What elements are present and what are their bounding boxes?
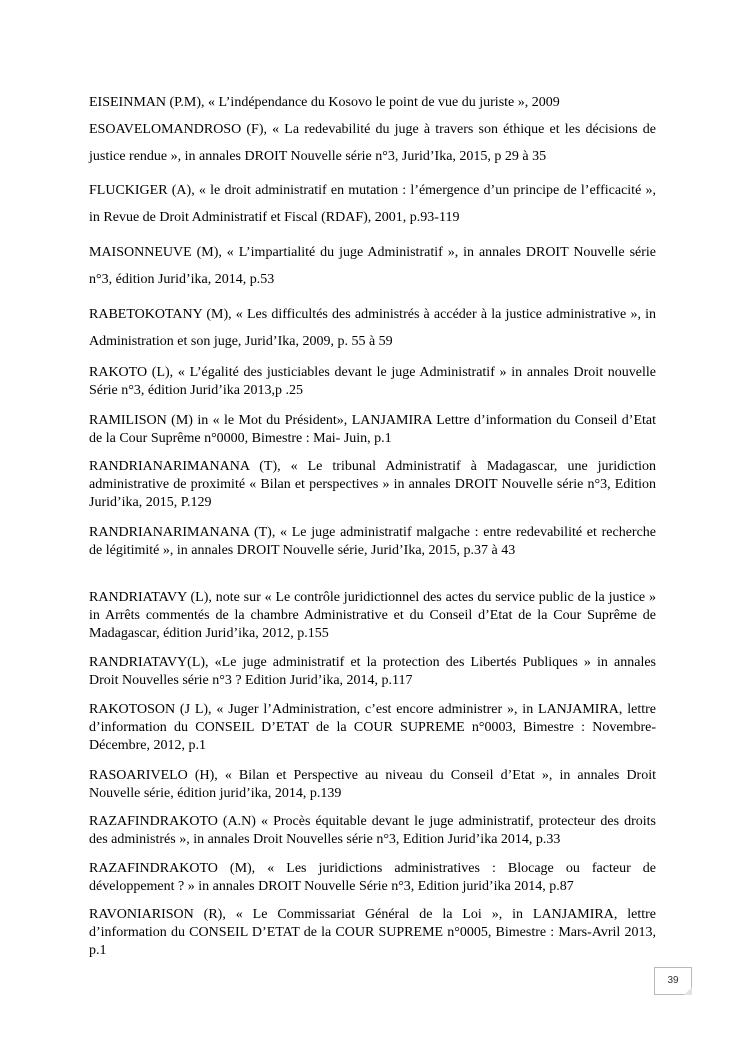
bibliography-entry: RAZAFINDRAKOTO (A.N) « Procès équitable devant le juge administratif, protecteur des droits des administrés », in annales Droit Nouvelles série n°3, Edition Jurid’ika 2014, p.33: [89, 814, 656, 847]
bibliography-entry: RASOARIVELO (H), « Bilan et Perspective au niveau du Conseil d’Etat », in annales Droit Nouvelle série, édition jurid’ika, 2014, p.139: [89, 768, 656, 801]
bibliography-entry: RANDRIATAVY (L), note sur « Le contrôle juridictionnel des actes du service public de la justice » in Arrêts commentés de la chambre Administrative et du Conseil d’Etat de la Cour Suprême de Madagascar, édition Jurid’ika, 2012, p.155: [89, 590, 656, 641]
bibliography-entry: EISEINMAN (P.M), « L’indépendance du Kosovo le point de vue du juriste », 2009: [89, 95, 560, 110]
bibliography-entry: FLUCKIGER (A), « le droit administratif en mutation : l’émergence d’un principe de l’efficacité », in Revue de Droit Administratif et Fiscal (RDAF), 2001, p.93-119: [89, 183, 656, 225]
bibliography-entry: RAVONIARISON (R), « Le Commissariat Général de la Loi », in LANJAMIRA, lettre d’information du CONSEIL D’ETAT de la COUR SUPREME n°0005, Bimestre : Mars-Avril 2013, p.1: [89, 907, 656, 958]
bibliography-entry: RAKOTOSON (J L), « Juger l’Administration, c’est encore administrer », in LANJAMIRA, lettre d’information du CONSEIL D’ETAT de la COUR SUPREME n°0003, Bimestre : Novembre-Décembre, 2012, p.1: [89, 702, 656, 753]
bibliography-entry: RABETOKOTANY (M), « Les difficultés des administrés à accéder à la justice administrative », in Administration et son juge, Jurid’Ika, 2009, p. 55 à 59: [89, 307, 656, 349]
bibliography-entry: RAMILISON (M) in « le Mot du Président», LANJAMIRA Lettre d’information du Conseil d’Etat de la Cour Suprême n°0000, Bimestre : Mai- Juin, p.1: [89, 413, 656, 446]
bibliography-entry: RANDRIANARIMANANA (T), « Le tribunal Administratif à Madagascar, une juridiction administrative de proximité « Bilan et perspectives » in annales DROIT Nouvelle série n°3, Edition Jurid’ika, 2015, P.129: [89, 459, 656, 510]
bibliography-entry: RANDRIANARIMANANA (T), « Le juge administratif malgache : entre redevabilité et recherche de légitimité », in annales DROIT Nouvelle série, Jurid’Ika, 2015, p.37 à 43: [89, 525, 656, 558]
bibliography-entry: RAKOTO (L), « L’égalité des justiciables devant le juge Administratif » in annales Droit nouvelle Série n°3, édition Jurid’ika 2013,p .25: [89, 365, 656, 398]
bibliography-entry: ESOAVELOMANDROSO (F), « La redevabilité du juge à travers son éthique et les décisions de justice rendue », in annales DROIT Nouvelle série n°3, Jurid’Ika, 2015, p 29 à 35: [89, 122, 656, 164]
page-number: 39: [654, 967, 692, 995]
bibliography-entry: MAISONNEUVE (M), « L’impartialité du juge Administratif », in annales DROIT Nouvelle série n°3, édition Jurid’ika, 2014, p.53: [89, 245, 656, 287]
bibliography-entry: RANDRIATAVY(L), «Le juge administratif et la protection des Libertés Publiques » in annales Droit Nouvelles série n°3 ? Edition Jurid’ika, 2014, p.117: [89, 655, 656, 688]
bibliography-entry: RAZAFINDRAKOTO (M), « Les juridictions administratives : Blocage ou facteur de développement ? » in annales DROIT Nouvelle Série n°3, Edition jurid’ika 2014, p.87: [89, 861, 656, 894]
